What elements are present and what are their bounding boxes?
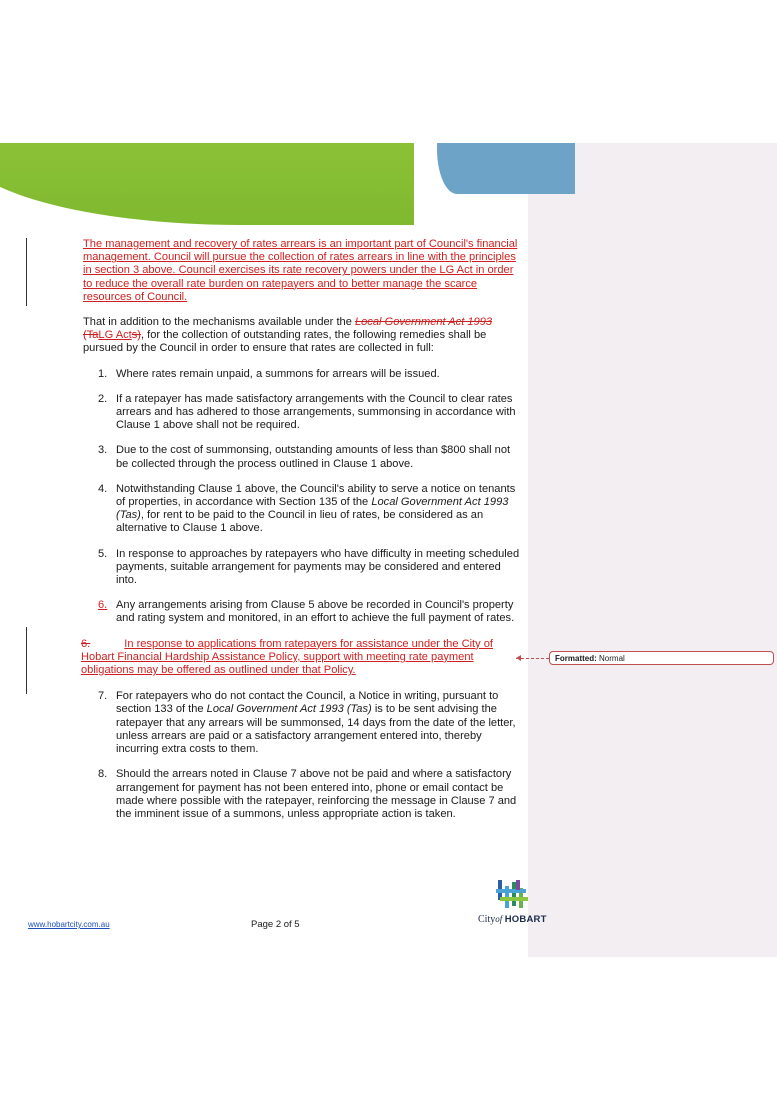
city-of-hobart-logo <box>476 878 548 930</box>
inserted-abbrev: LG Act <box>98 329 132 342</box>
act-title: Local Government Act 1993 (Tas) <box>116 496 509 522</box>
list-item[interactable] <box>83 444 523 470</box>
list-number: 5. <box>98 547 108 560</box>
list-item-text: If a ratepayer has made satisfactory arrangements with the Council to clear rates arrears and has adhered to those arrangements, summonsing in accordance with Clause 1 above shall not be required. <box>116 392 516 432</box>
logo-city: City <box>478 914 496 925</box>
page-number: Page 2 of 5 <box>251 919 300 930</box>
list-item-text: In response to approaches by ratepayers who have difficulty in meeting scheduled payments, suitable arrangement for payments may be considered and entered into. <box>116 547 520 587</box>
header-banner <box>0 143 575 225</box>
list-item-text: Notwithstanding Clause 1 above, the Council's ability to serve a notice on tenants of properties, in accordance with Section 135 of the <box>116 482 516 509</box>
footer-website-link[interactable]: www.hobartcity.com.au <box>28 920 110 929</box>
list-item-text: is to be sent advising the ratepayer that any arrears will be summonsed, 14 days from the date of the letter, unless arrears are paid or a satisfactory arrangement entered into, thereby incurring extra costs to them. <box>116 703 516 756</box>
remedies-list <box>83 368 523 626</box>
mechanisms-text-after: , for the collection of outstanding rates, the following remedies shall be pursued by the Council in order to ensure that rates are collected in full: <box>83 329 487 355</box>
hobart-logo-mark-icon <box>496 880 530 912</box>
list-item[interactable] <box>83 599 523 625</box>
logo-wordmark <box>478 914 547 925</box>
list-number: 4. <box>98 482 108 495</box>
logo-of: of <box>495 914 503 924</box>
list-item-text: Due to the cost of summonsing, outstanding amounts of less than $800 shall not be collected through the process outlined in Clause 1 above. <box>116 444 511 470</box>
list-item[interactable] <box>83 768 523 821</box>
logo-name: HOBART <box>504 914 547 925</box>
list-item-text: , for rent to be paid to the Council in lieu of rates, be considered as an alternative to Clause 1 above. <box>116 509 484 535</box>
deleted-text: s) <box>131 329 141 342</box>
balloon-label: Formatted: <box>555 654 597 663</box>
format-comment-balloon[interactable] <box>549 651 774 665</box>
banner-green-swoosh <box>0 143 414 225</box>
list-number: 7. <box>98 690 108 703</box>
list-number: 8. <box>98 768 108 781</box>
deleted-text: (Ta <box>83 329 99 342</box>
list-item-text: Should the arrears noted in Clause 7 above not be paid and where a satisfactory arrangement for payment has not been entered into, phone or email contact be made where possible with the ratepayer, reinforcing the message in Clause 7 and the imminent issue of a summons, unless appropriate action is taken. <box>116 768 517 820</box>
banner-blue-block <box>437 143 575 194</box>
list-item-text: Any arrangements arising from Clause 5 above be recorded in Council's property and rating system and monitored, in an effort to achieve the full payment of rates. <box>116 599 515 625</box>
list-number: 1. <box>98 367 108 380</box>
list-item-text: For ratepayers who do not contact the Council, a Notice in writing, pursuant to section 133 of the <box>116 690 499 716</box>
balloon-value: Normal <box>599 654 625 663</box>
list-item-text: Where rates remain unpaid, a summons for arrears will be issued. <box>116 367 440 380</box>
inserted-clause-text: In response to applications from ratepayers for assistance under the City of Hobart Financial Hardship Assistance Policy, support with meeting rate payment obligations may be offered as outlined under that Policy. <box>81 637 494 677</box>
list-number: 2. <box>98 392 108 405</box>
deleted-act-title: Local Government Act 1993 <box>354 316 493 329</box>
inserted-clause[interactable] <box>81 638 523 678</box>
list-item[interactable] <box>83 393 523 433</box>
deleted-list-number: 6. <box>81 637 91 650</box>
change-bar <box>26 627 27 694</box>
change-bar <box>26 238 27 306</box>
remedies-list-continued <box>83 690 523 821</box>
mechanisms-paragraph[interactable] <box>83 316 523 356</box>
markup-pane <box>528 143 777 957</box>
list-number: 3. <box>98 444 108 457</box>
list-item[interactable] <box>83 548 523 588</box>
intro-paragraph[interactable]: The management and recovery of rates arrears is an important part of Council's financial management. Council will pursue the collection of rates arrears in line with the principles in section 3 above. Council exercises its rate recovery powers under the LG Act in order to reduce the overall rate burden on ratepayers and to better manage the scarce resources of Council. <box>83 238 518 303</box>
list-item[interactable] <box>83 690 523 756</box>
list-item[interactable] <box>83 368 523 381</box>
act-title: Local Government Act 1993 (Tas) <box>206 703 372 716</box>
document-body <box>83 238 523 833</box>
comment-leader-line <box>516 658 549 659</box>
mechanisms-text-before: That in addition to the mechanisms available under the <box>83 316 355 329</box>
list-number-inserted: 6. <box>98 599 108 612</box>
list-item[interactable] <box>83 483 523 536</box>
